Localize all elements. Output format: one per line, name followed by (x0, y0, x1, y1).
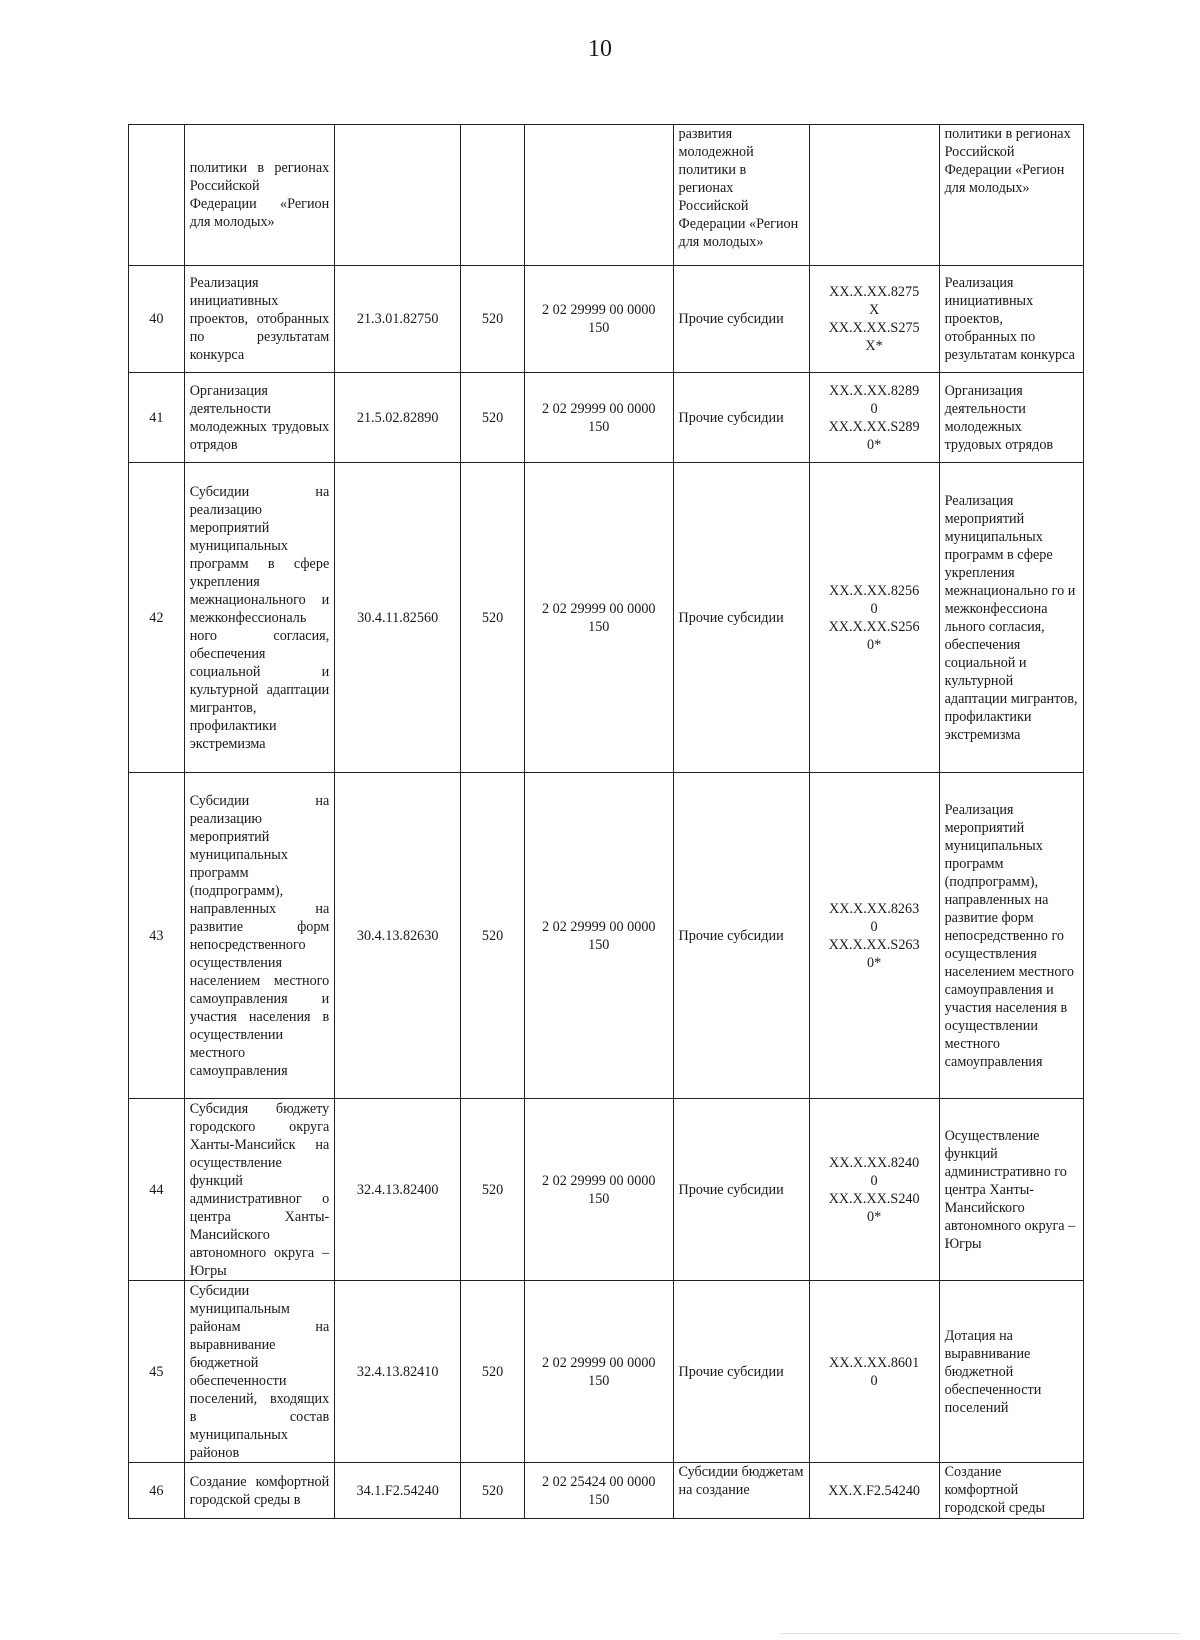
kbk-name: Прочие субсидии (673, 266, 809, 373)
grbs-code: 520 (461, 1281, 525, 1463)
table-row (129, 1281, 1084, 1463)
kbk-code: 2 02 29999 00 0000 150 (525, 373, 674, 463)
scan-artifact-line (780, 1633, 1180, 1634)
recipient-article-code: ХХ.Х.ХХ.8601 0 (809, 1281, 939, 1463)
recipient-article-code: ХХ.Х.F2.54240 (809, 1463, 939, 1519)
expense-name: Реализация инициативных проектов, отобранных по результатам конкурса (184, 266, 335, 373)
kbk-name: Прочие субсидии (673, 1099, 809, 1281)
table-row (129, 266, 1084, 373)
table-row (129, 1463, 1084, 1519)
row-number: 44 (129, 1099, 185, 1281)
row-number: 43 (129, 773, 185, 1099)
grbs-code: 520 (461, 463, 525, 773)
recipient-article-name: Осуществление функций административно го центра Ханты-Мансийского автономного округа – Югры (939, 1099, 1083, 1281)
expense-name: Субсидии на реализацию мероприятий муниципальных программ в сфере укрепления межнационального и межконфессиональ ного согласия, обеспечения социальной и культурной адаптации мигрантов, профилактики экстремизма (184, 463, 335, 773)
recipient-article-code: ХХ.Х.ХХ.8263 0 ХХ.Х.ХХ.S263 0* (809, 773, 939, 1099)
kbk-code: 2 02 29999 00 0000 150 (525, 1281, 674, 1463)
target-article-code: 30.4.11.82560 (335, 463, 461, 773)
recipient-article-code: ХХ.Х.ХХ.8289 0 ХХ.Х.ХХ.S289 0* (809, 373, 939, 463)
row-number: 45 (129, 1281, 185, 1463)
kbk-code: 2 02 29999 00 0000 150 (525, 1099, 674, 1281)
target-article-code: 32.4.13.82400 (335, 1099, 461, 1281)
recipient-article-code: ХХ.Х.ХХ.8256 0 ХХ.Х.ХХ.S256 0* (809, 463, 939, 773)
recipient-article-name: Создание комфортной городской среды (939, 1463, 1083, 1519)
recipient-article-name: Организация деятельности молодежных трудовых отрядов (939, 373, 1083, 463)
row-number: 46 (129, 1463, 185, 1519)
target-article-code: 30.4.13.82630 (335, 773, 461, 1099)
kbk-name: Прочие субсидии (673, 1281, 809, 1463)
recipient-article-name: Реализация мероприятий муниципальных программ (подпрограмм), направленных на развитие форм непосредственно го осуществления населением местного самоуправления и участия населения в осуществлении местного самоуправления (939, 773, 1083, 1099)
expense-name: Субсидии муниципальным районам на выравнивание бюджетной обеспеченности поселений, входящих в состав муниципальных районов (184, 1281, 335, 1463)
recipient-article-code: ХХ.Х.ХХ.8275 Х ХХ.Х.ХХ.S275 Х* (809, 266, 939, 373)
expense-name: политики в регионах Российской Федерации «Регион для молодых» (184, 125, 335, 266)
grbs-code: 520 (461, 1463, 525, 1519)
kbk-code: 2 02 25424 00 0000 150 (525, 1463, 674, 1519)
recipient-article-name: Дотация на выравнивание бюджетной обеспеченности поселений (939, 1281, 1083, 1463)
grbs-code: 520 (461, 373, 525, 463)
table-row (129, 773, 1084, 1099)
kbk-name: Прочие субсидии (673, 463, 809, 773)
expense-name: Субсидия бюджету городского округа Ханты-Мансийск на осуществление функций административног о центра Ханты-Мансийского автономного округа – Югры (184, 1099, 335, 1281)
kbk-code (525, 125, 674, 266)
target-article-code: 34.1.F2.54240 (335, 1463, 461, 1519)
target-article-code: 32.4.13.82410 (335, 1281, 461, 1463)
row-number: 40 (129, 266, 185, 373)
table-row (129, 463, 1084, 773)
target-article-code: 21.5.02.82890 (335, 373, 461, 463)
row-number: 41 (129, 373, 185, 463)
expense-name: Создание комфортной городской среды в (184, 1463, 335, 1519)
page-number: 10 (588, 36, 612, 62)
kbk-name: Субсидии бюджетам на создание (673, 1463, 809, 1519)
table-row (129, 1099, 1084, 1281)
table-row (129, 373, 1084, 463)
kbk-name: Прочие субсидии (673, 773, 809, 1099)
recipient-article-code (809, 125, 939, 266)
grbs-code: 520 (461, 1099, 525, 1281)
table-row (129, 125, 1084, 266)
kbk-name: Прочие субсидии (673, 373, 809, 463)
recipient-article-name: Реализация мероприятий муниципальных программ в сфере укрепления межнационально го и межконфессиона льного согласия, обеспечения социальной и культурной адаптации мигрантов, профилактики экстремизма (939, 463, 1083, 773)
recipient-article-name: Реализация инициативных проектов, отобранных по результатам конкурса (939, 266, 1083, 373)
budget-table (128, 124, 1084, 1519)
kbk-code: 2 02 29999 00 0000 150 (525, 463, 674, 773)
row-number (129, 125, 185, 266)
table-body (129, 125, 1084, 1519)
grbs-code: 520 (461, 773, 525, 1099)
kbk-name: развития молодежной политики в регионах Российской Федерации «Регион для молодых» (673, 125, 809, 266)
recipient-article-name: политики в регионах Российской Федерации «Регион для молодых» (939, 125, 1083, 266)
row-number: 42 (129, 463, 185, 773)
expense-name: Субсидии на реализацию мероприятий муниципальных программ (подпрограмм), направленных на развитие форм непосредственного осуществления населением местного самоуправления и участия населения в осуществлении местного самоуправления (184, 773, 335, 1099)
kbk-code: 2 02 29999 00 0000 150 (525, 773, 674, 1099)
grbs-code: 520 (461, 266, 525, 373)
kbk-code: 2 02 29999 00 0000 150 (525, 266, 674, 373)
grbs-code (461, 125, 525, 266)
target-article-code (335, 125, 461, 266)
recipient-article-code: ХХ.Х.ХХ.8240 0 ХХ.Х.ХХ.S240 0* (809, 1099, 939, 1281)
target-article-code: 21.3.01.82750 (335, 266, 461, 373)
expense-name: Организация деятельности молодежных трудовых отрядов (184, 373, 335, 463)
